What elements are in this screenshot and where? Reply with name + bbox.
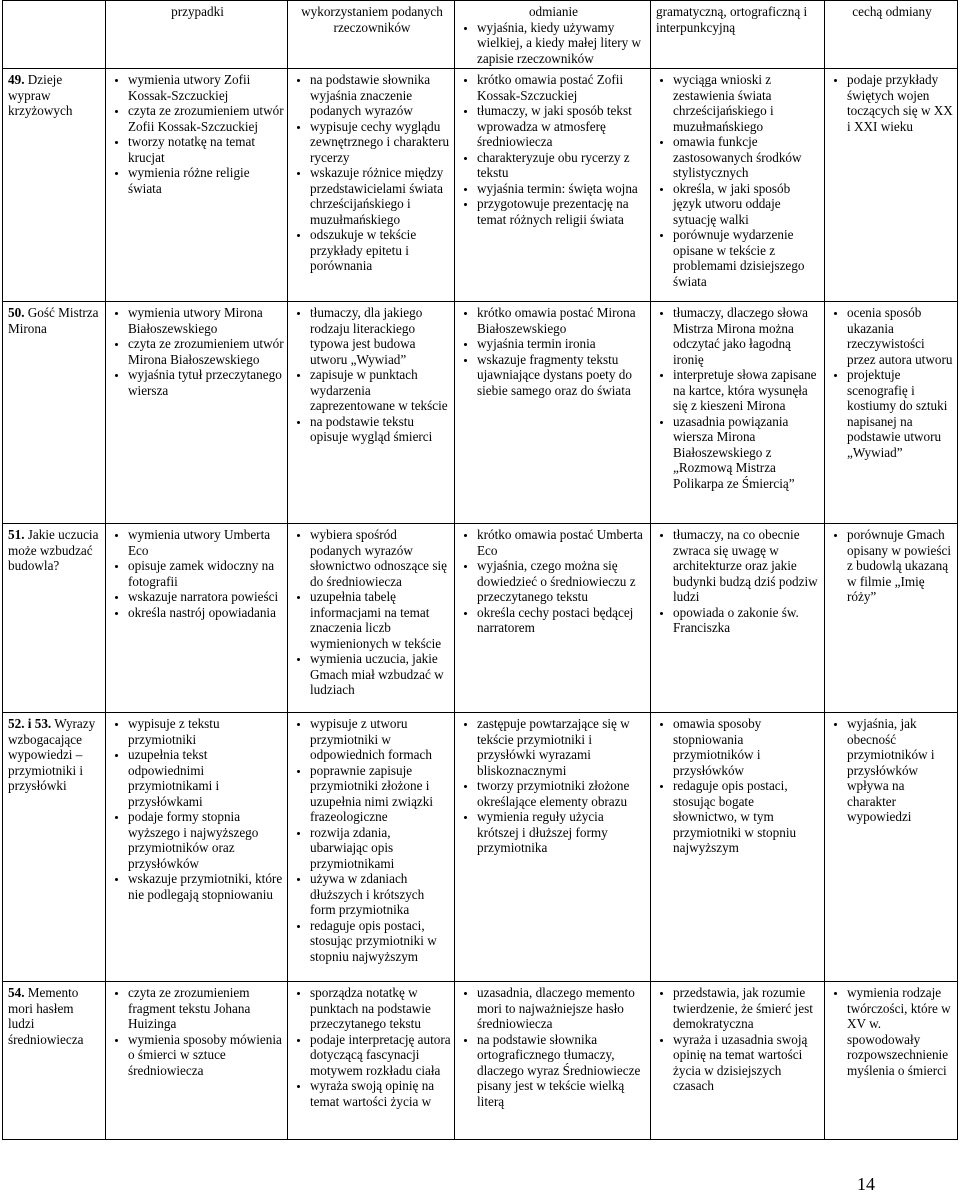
bullet-item: • wyjaśnia, czego można się dowiedzieć o średniowieczu z przeczytanego tekstu — [477, 558, 647, 605]
lesson-row-51 — [3, 524, 958, 713]
bullet-item: • projektuje scenografię i kostiumy do sztuki napisanej na podstawie utworu „Wywiad” — [847, 367, 954, 460]
bullet-item: • wyraża i uzasadnia swoją opinię na temat wartości życia w dzisiejszych czasach — [673, 1032, 821, 1094]
bullet-item: • wymienia utwory Mirona Białoszewskiego — [128, 305, 284, 336]
bullet-item: • zapisuje w punktach wydarzenia zaprezentowane w tekście — [310, 367, 451, 414]
lesson-cell — [3, 713, 106, 982]
bullet-list — [111, 72, 284, 196]
lesson-cell — [3, 69, 106, 302]
cell-col5 — [825, 302, 958, 524]
bullet-item: • redaguje opis postaci, stosując bogate słownictwo, w tym przymiotniki w stopniu najwyższym — [673, 778, 821, 856]
bullet-item: • omawia sposoby stopniowania przymiotników i przysłówków — [673, 716, 821, 778]
bullet-list — [111, 716, 284, 902]
bullet-list — [460, 72, 647, 227]
bullet-item: • na podstawie słownika wyjaśnia znaczenie podanych wyrazów — [310, 72, 451, 119]
bullet-item: • przedstawia, jak rozumie twierdzenie, że śmierć jest demokratyczna — [673, 985, 821, 1032]
cell-col3 — [455, 713, 651, 982]
cell-col1 — [106, 982, 288, 1140]
bullet-item: • wymienia utwory Umberta Eco — [128, 527, 284, 558]
lesson-row-49 — [3, 69, 958, 302]
bullet-item: • wyjaśnia, jak obecność przymiotników i przysłówków wpływa na charakter wypowiedzi — [847, 716, 954, 825]
bullet-list — [460, 716, 647, 856]
bullet-item: • wyjaśnia termin ironia — [477, 336, 647, 352]
bullet-item: • zastępuje powtarzające się w tekście przymiotniki i przysłówki wyrazami bliskoznacznymi — [477, 716, 647, 778]
bullet-item: • tworzy notatkę na temat krucjat — [128, 134, 284, 165]
lesson-title: Gość Mistrza Mirona — [8, 305, 99, 336]
bullet-item: • wskazuje różnice między przedstawicielami świata chrześcijańskiego i muzułmańskiego — [310, 165, 451, 227]
bullet-item: • określa, w jaki sposób język utworu oddaje sytuację walki — [673, 181, 821, 228]
bullet-list — [460, 527, 647, 636]
bullet-list — [460, 305, 647, 398]
bullet-item: • uzupełnia tekst odpowiednimi przymiotnikami i przysłówkami — [128, 747, 284, 809]
bullet-item: • ocenia sposób ukazania rzeczywistości przez autora utworu — [847, 305, 954, 367]
bullet-item: • podaje formy stopnia wyższego i najwyższego przymiotników oraz przysłówków — [128, 809, 284, 871]
lesson-number: 52. i 53. — [8, 716, 52, 731]
bullet-item: • uzasadnia, dlaczego memento mori to najważniejsze hasło średniowiecza — [477, 985, 647, 1032]
bullet-item: • krótko omawia postać Zofii Kossak-Szczuckiej — [477, 72, 647, 103]
bullet-list — [830, 716, 954, 825]
lesson-number: 54. — [8, 985, 25, 1000]
bullet-item: • wskazuje przymiotniki, które nie podlegają stopniowaniu — [128, 871, 284, 902]
bullet-item: • wyjaśnia, kiedy używamy wielkiej, a kiedy małej litery w zapisie rzeczowników — [477, 20, 647, 67]
lesson-title: Jakie uczucia może wzbudzać budowla? — [8, 527, 99, 573]
lesson-title: Wyrazy wzbogacające wypowiedzi – przymiotniki i przysłówki — [8, 716, 96, 793]
bullet-item: • omawia funkcje zastosowanych środków stylistycznych — [673, 134, 821, 181]
bullet-list — [111, 305, 284, 398]
bullet-item: • wyraża swoją opinię na temat wartości życia w — [310, 1078, 451, 1109]
bullet-item: • odszukuje w tekście przykłady epitetu i porównania — [310, 227, 451, 274]
bullet-item: • na podstawie słownika ortograficznego tłumaczy, dlaczego wyraz Średniowiecze pisany jest w tekście wielką literą — [477, 1032, 647, 1110]
bullet-item: • wybiera spośród podanych wyrazów słownictwo odnoszące się do średniowiecza — [310, 527, 451, 589]
bullet-item: • interpretuje słowa zapisane na kartce, która wysunęła się z kieszeni Mirona — [673, 367, 821, 414]
bullet-item: • wskazuje narratora powieści — [128, 589, 284, 605]
curriculum-table — [2, 0, 958, 1140]
bullet-list — [460, 985, 647, 1109]
bullet-item: • wypisuje z utworu przymiotniki w odpowiednich formach — [310, 716, 451, 763]
bullet-item: • opowiada o zakonie św. Franciszka — [673, 605, 821, 636]
cell-col4 — [651, 69, 825, 302]
bullet-item: • tłumaczy, w jaki sposób tekst wprowadza w atmosferę średniowiecza — [477, 103, 647, 150]
bullet-item: • tłumaczy, dla jakiego rodzaju literackiego typowa jest budowa utworu „Wywiad” — [310, 305, 451, 367]
bullet-item: • charakteryzuje obu rycerzy z tekstu — [477, 150, 647, 181]
cell-col1 — [106, 302, 288, 524]
cell-col1 — [106, 713, 288, 982]
bullet-item: • przygotowuje prezentację na temat różnych religii świata — [477, 196, 647, 227]
bullet-list — [656, 72, 821, 289]
bullet-item: • podaje interpretację autora dotyczącą fascynacji motywem rozkładu ciała — [310, 1032, 451, 1079]
cell-col5 — [825, 982, 958, 1140]
cell-col5: cechą odmiany — [825, 1, 958, 69]
lesson-title: Memento mori hasłem ludzi średniowiecza — [8, 985, 84, 1047]
cell-col3 — [455, 524, 651, 713]
bullet-item: • wymienia utwory Zofii Kossak-Szczuckiej — [128, 72, 284, 103]
bullet-item: • poprawnie zapisuje przymiotniki złożone i uzupełnia nimi związki frazeologiczne — [310, 763, 451, 825]
bullet-item: • krótko omawia postać Umberta Eco — [477, 527, 647, 558]
bullet-list — [656, 527, 821, 636]
cell-col4 — [651, 982, 825, 1140]
lesson-cell — [3, 524, 106, 713]
bullet-item: • porównuje Gmach opisany w powieści z budowlą ukazaną w filmie „Imię róży” — [847, 527, 954, 605]
bullet-list — [293, 716, 451, 964]
cell-col2 — [288, 982, 455, 1140]
bullet-list — [830, 985, 954, 1078]
cell-col4: gramatyczną, ortograficzną i interpunkcyjną — [651, 1, 825, 69]
bullet-item: • tworzy przymiotniki złożone określające elementy obrazu — [477, 778, 647, 809]
cell-col4 — [651, 713, 825, 982]
cell-col2 — [288, 302, 455, 524]
bullet-list — [111, 527, 284, 620]
cell-col4 — [651, 524, 825, 713]
lesson-number: 51. — [8, 527, 25, 542]
bullet-list — [830, 305, 954, 460]
bullet-item: • redaguje opis postaci, stosując przymiotniki w stopniu najwyższym — [310, 918, 451, 965]
cell-col3 — [455, 982, 651, 1140]
bullet-list — [293, 72, 451, 274]
bullet-item: • podaje przykłady świętych wojen toczących się w XX i XXI wieku — [847, 72, 954, 134]
bullet-list — [111, 985, 284, 1078]
cell-col5 — [825, 713, 958, 982]
lesson-row-54 — [3, 982, 958, 1140]
bullet-item: • rozwija zdania, ubarwiając opis przymiotnikami — [310, 825, 451, 872]
bullet-item: • uzasadnia powiązania wiersza Mirona Białoszewskiego z „Rozmową Mistrza Polikarpa ze Śmiercią” — [673, 414, 821, 492]
bullet-list — [830, 72, 954, 134]
bullet-item: • tłumaczy, dlaczego słowa Mistrza Mirona można odczytać jako łagodną ironię — [673, 305, 821, 367]
bullet-item: • określa cechy postaci będącej narratorem — [477, 605, 647, 636]
bullet-item: • czyta ze zrozumieniem utwór Mirona Białoszewskiego — [128, 336, 284, 367]
lesson-number: 50. — [8, 305, 25, 320]
bullet-list — [460, 20, 647, 67]
lesson-cell — [3, 1, 106, 69]
cell-col5 — [825, 69, 958, 302]
bullet-item: • wypisuje z tekstu przymiotniki — [128, 716, 284, 747]
bullet-item: • wymienia uczucia, jakie Gmach miał wzbudzać w ludziach — [310, 651, 451, 698]
bullet-item: • wyjaśnia termin: święta wojna — [477, 181, 647, 197]
bullet-item: • tłumaczy, na co obecnie zwraca się uwagę w architekturze oraz jakie budynki budzą dziś podziw ludzi — [673, 527, 821, 605]
bullet-item: • czyta ze zrozumieniem utwór Zofii Kossak-Szczuckiej — [128, 103, 284, 134]
bullet-item: • wyciąga wnioski z zestawienia świata chrześcijańskiego i muzułmańskiego — [673, 72, 821, 134]
cell-col4 — [651, 302, 825, 524]
bullet-list — [656, 985, 821, 1094]
bullet-list — [656, 305, 821, 491]
page-number: 14 — [857, 1174, 875, 1194]
bullet-item: • wskazuje fragmenty tekstu ujawniające dystans poety do siebie samego oraz do świata — [477, 352, 647, 399]
bullet-item: • wymienia reguły użycia krótszej i dłuższej formy przymiotnika — [477, 809, 647, 856]
bullet-item: • porównuje wydarzenie opisane w tekście z problemami dzisiejszego świata — [673, 227, 821, 289]
bullet-list — [293, 305, 451, 445]
lesson-title: Dzieje wypraw krzyżowych — [8, 72, 73, 118]
lesson-number: 49. — [8, 72, 25, 87]
bullet-item: • określa nastrój opowiadania — [128, 605, 284, 621]
cell-col3 — [455, 1, 651, 69]
bullet-item: • wyjaśnia tytuł przeczytanego wiersza — [128, 367, 284, 398]
bullet-item: • opisuje zamek widoczny na fotografii — [128, 558, 284, 589]
cell-col1: przypadki — [106, 1, 288, 69]
bullet-list — [830, 527, 954, 605]
bullet-item: • na podstawie tekstu opisuje wygląd śmierci — [310, 414, 451, 445]
bullet-list — [656, 716, 821, 856]
bullet-list — [293, 985, 451, 1109]
bullet-item: • wymienia sposoby mówienia o śmierci w sztuce średniowiecza — [128, 1032, 284, 1079]
bullet-item: • używa w zdaniach dłuższych i krótszych form przymiotnika — [310, 871, 451, 918]
bullet-item: • wymienia różne religie świata — [128, 165, 284, 196]
cell-col2: wykorzystaniem podanych rzeczowników — [288, 1, 455, 69]
bullet-item: • uzupełnia tabelę informacjami na temat znaczenia liczb wymienionych w tekście — [310, 589, 451, 651]
lesson-row-50 — [3, 302, 958, 524]
bullet-item: • krótko omawia postać Mirona Białoszewskiego — [477, 305, 647, 336]
cell-col3 — [455, 302, 651, 524]
cell-col3 — [455, 69, 651, 302]
lesson-row-52-53 — [3, 713, 958, 982]
lesson-cell — [3, 982, 106, 1140]
cell-col2 — [288, 713, 455, 982]
bullet-list — [293, 527, 451, 698]
bullet-item: • sporządza notatkę w punktach na podstawie przeczytanego tekstu — [310, 985, 451, 1032]
bullet-item: • wymienia rodzaje twórczości, które w XV w. spowodowały rozpowszechnienie myślenia o śmierci — [847, 985, 954, 1078]
continuation-row — [3, 1, 958, 69]
cell-col1 — [106, 524, 288, 713]
cell-col2 — [288, 524, 455, 713]
cont-text: odmianie — [528, 4, 579, 19]
lesson-cell — [3, 302, 106, 524]
cell-col1 — [106, 69, 288, 302]
bullet-item: • czyta ze zrozumieniem fragment tekstu Johana Huizinga — [128, 985, 284, 1032]
cell-col2 — [288, 69, 455, 302]
cell-col5 — [825, 524, 958, 713]
bullet-item: • wypisuje cechy wyglądu zewnętrznego i charakteru rycerzy — [310, 119, 451, 166]
